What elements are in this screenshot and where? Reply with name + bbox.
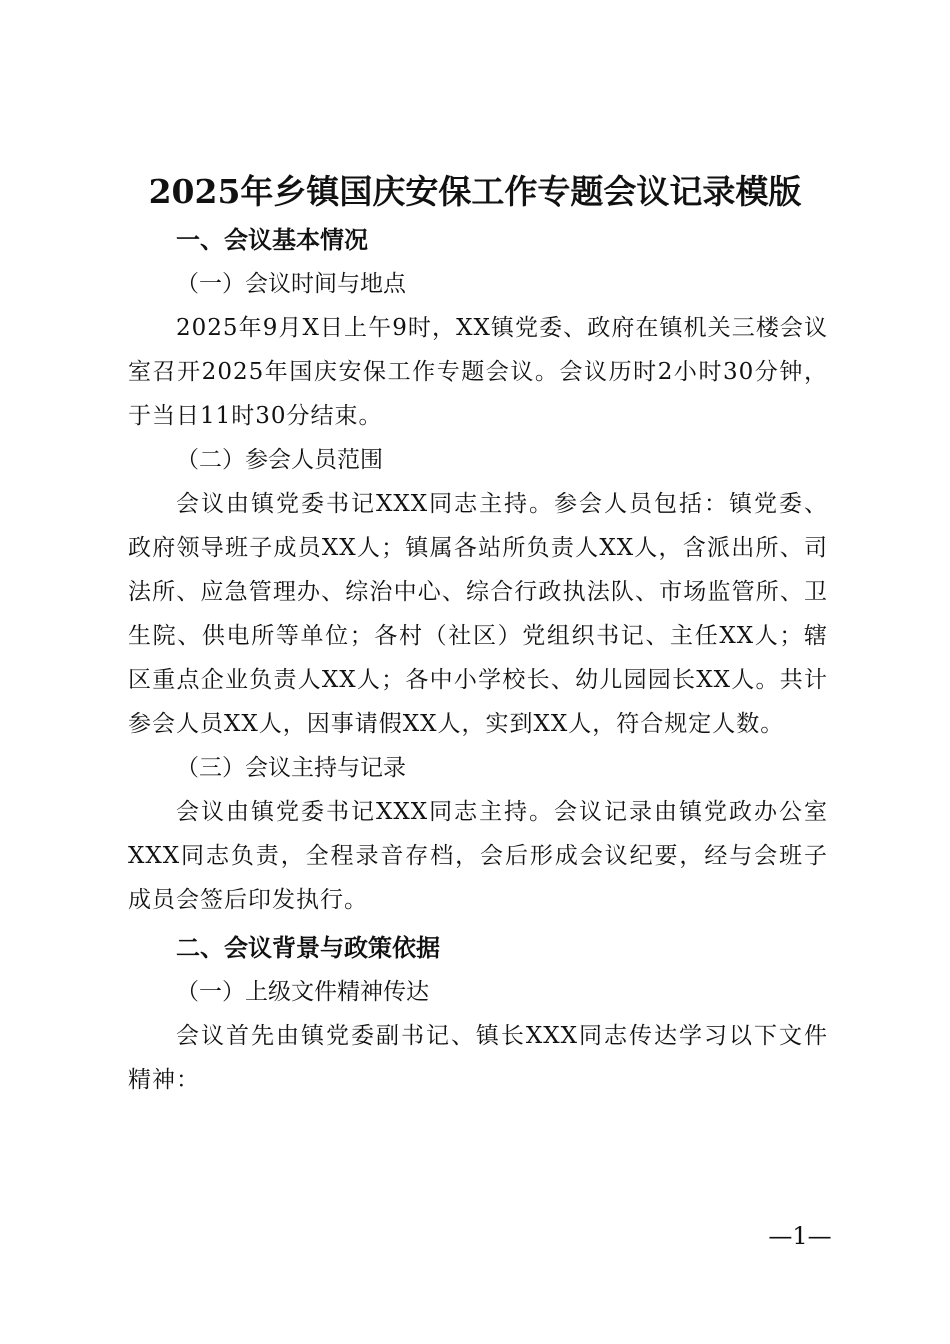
section-heading-basic-info: 一、会议基本情况 <box>176 226 368 254</box>
subsection-heading-host-record: （三）会议主持与记录 <box>176 755 406 781</box>
paragraph-documents: 会议首先由镇党委副书记、镇长XXX同志传达学习以下文件精神： <box>128 1023 828 1093</box>
document-title: 2025年乡镇国庆安保工作专题会议记录模版 <box>148 172 802 211</box>
subsection-heading-time-place: （一）会议时间与地点 <box>176 271 406 297</box>
document-body <box>128 218 828 1102</box>
paragraph-attendees: 会议由镇党委书记XXX同志主持。参会人员包括：镇党委、政府领导班子成员XX人；镇属各站所负责人XX人，含派出所、司法所、应急管理办、综治中心、综合行政执法队、市场监管所、卫生院、供电所等单位；各村（社区）党组织书记、主任XX人；辖区重点企业负责人XX人；各中小学校长、幼儿园园长XX人。共计参会人员XX人，因事请假XX人，实到XX人，符合规定人数。 <box>128 491 828 737</box>
subsection-heading-documents: （一）上级文件精神传达 <box>176 979 429 1005</box>
paragraph-time-place: 2025年9月X日上午9时，XX镇党委、政府在镇机关三楼会议室召开2025年国庆安保工作专题会议。会议历时2小时30分钟，于当日11时30分结束。 <box>128 315 828 429</box>
paragraph-host-record: 会议由镇党委书记XXX同志主持。会议记录由镇党政办公室XXX同志负责，全程录音存档，会后形成会议纪要，经与会班子成员会签后印发执行。 <box>128 799 828 913</box>
subsection-heading-attendees: （二）参会人员范围 <box>176 447 383 473</box>
page-number: —1— <box>768 1222 832 1250</box>
section-heading-background: 二、会议背景与政策依据 <box>176 934 440 962</box>
